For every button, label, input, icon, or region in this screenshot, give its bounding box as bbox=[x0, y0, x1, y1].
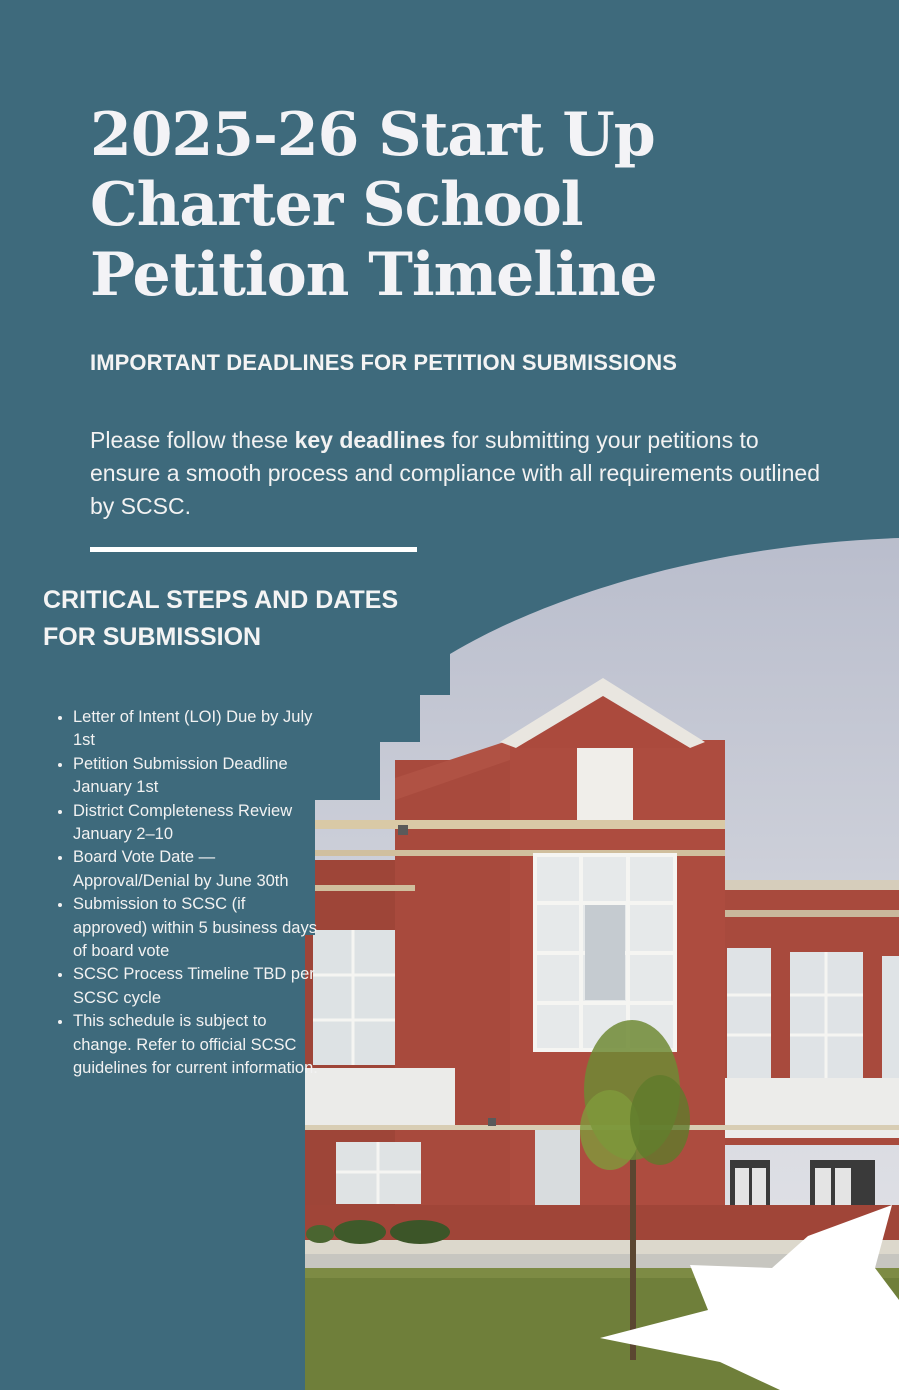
intro-text-end: for submitting your petitions to ensure a smooth process and compliance with all requirements outlined by SCSC. bbox=[90, 427, 821, 519]
list-item: • Letter of Intent (LOI) Due by July 1st bbox=[73, 706, 323, 753]
title-line-2: Charter School bbox=[90, 170, 583, 240]
title-line-1: 2025-26 Start Up bbox=[90, 100, 655, 170]
list-item: • Submission to SCSC (if approved) within 5 business days of board vote bbox=[73, 893, 323, 963]
intro-key-deadlines: key deadlines bbox=[294, 427, 446, 453]
steps-list bbox=[43, 706, 323, 1081]
steps-heading-line-2: FOR SUBMISSION bbox=[43, 623, 262, 651]
title-line-3: Petition Timeline bbox=[90, 240, 657, 310]
section-subheading: IMPORTANT DEADLINES FOR PETITION SUBMISSIONS bbox=[90, 350, 678, 375]
list-item: • SCSC Process Timeline TBD per SCSC cycle bbox=[73, 963, 323, 1010]
intro-text-start: Please follow these bbox=[90, 427, 295, 453]
steps-heading-line-1: CRITICAL STEPS AND DATES bbox=[43, 586, 399, 614]
list-item: • Petition Submission Deadline January 1st bbox=[73, 753, 323, 800]
list-item: • Board Vote Date — Approval/Denial by June 30th bbox=[73, 846, 323, 893]
list-item: • District Completeness Review January 2–10 bbox=[73, 800, 323, 847]
list-item: • This schedule is subject to change. Refer to official SCSC guidelines for current information. bbox=[73, 1010, 323, 1080]
